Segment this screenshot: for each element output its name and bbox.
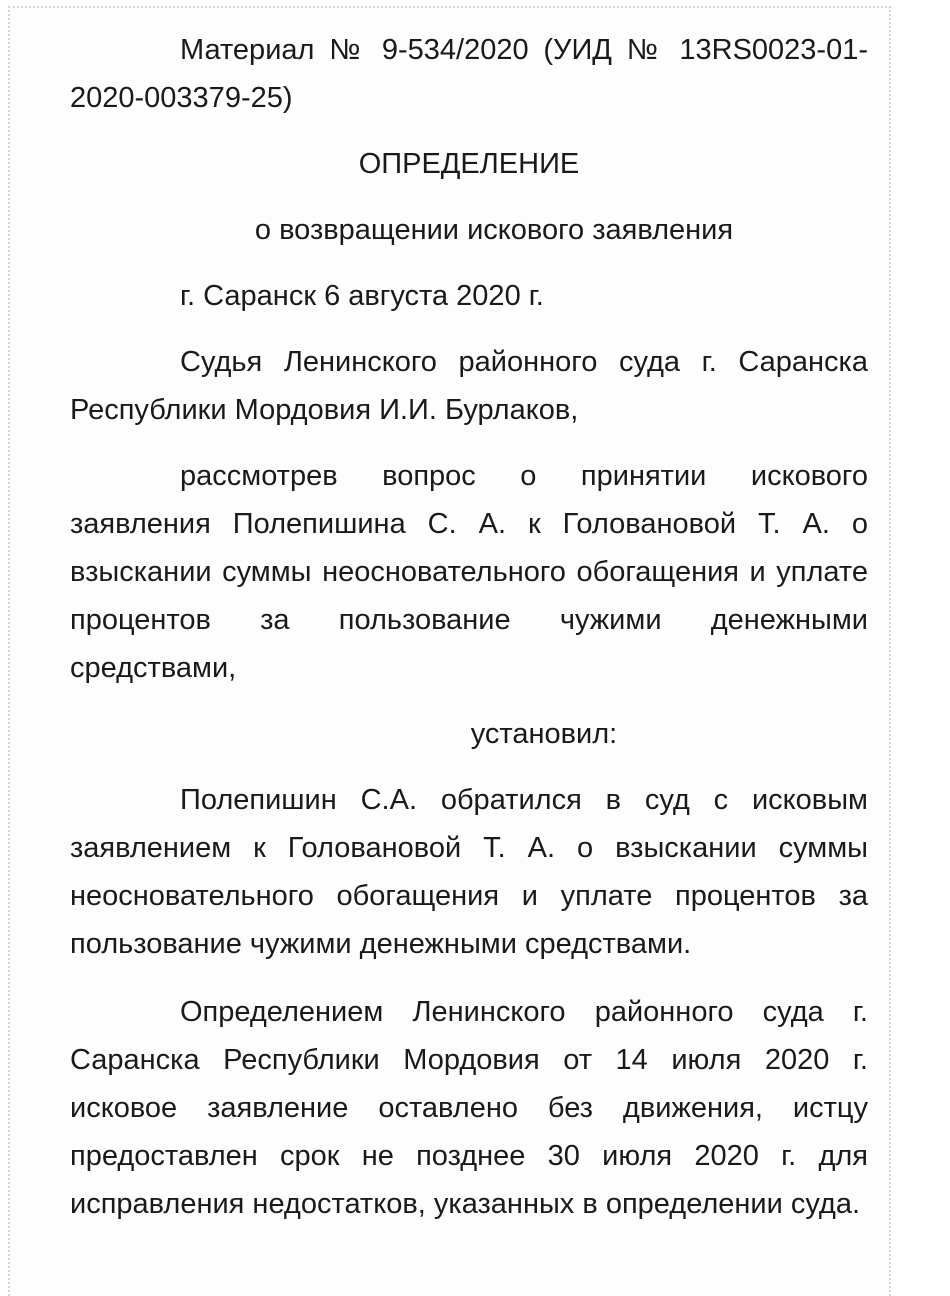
- established-heading: установил:: [470, 718, 618, 750]
- considered-paragraph: рассмотрев вопрос о принятии искового заявления Полепишина С. А. к Головановой Т. А. о взыскании суммы неосновательного обогащения и уплате процентов за пользование чужими денежными средствами,: [70, 460, 868, 684]
- document-title: ОПРЕДЕЛЕНИЕ: [358, 148, 580, 180]
- place-and-date: г. Саранск 6 августа 2020 г.: [180, 280, 544, 312]
- document-subtitle: о возвращении искового заявления: [254, 214, 734, 246]
- document-body: [70, 26, 868, 1228]
- judge-paragraph: Судья Ленинского районного суда г. Саранска Республики Мордовия И.И. Бурлаков,: [70, 346, 868, 426]
- body-paragraph-2: Определением Ленинского районного суда г. Саранска Республики Мордовия от 14 июля 2020 г. исковое заявление оставлено без движения, истцу предоставлен срок не позднее 30 июля 2020 г. для исправления недостатков, указанных в определении суда.: [70, 996, 868, 1220]
- body-paragraph-1: Полепишин С.А. обратился в суд с исковым заявлением к Головановой Т. А. о взыскании суммы неосновательного обогащения и уплате процентов за пользование чужими денежными средствами.: [70, 784, 868, 960]
- case-number-header: Материал № 9-534/2020 (УИД № 13RS0023-01-2020-003379-25): [70, 34, 868, 114]
